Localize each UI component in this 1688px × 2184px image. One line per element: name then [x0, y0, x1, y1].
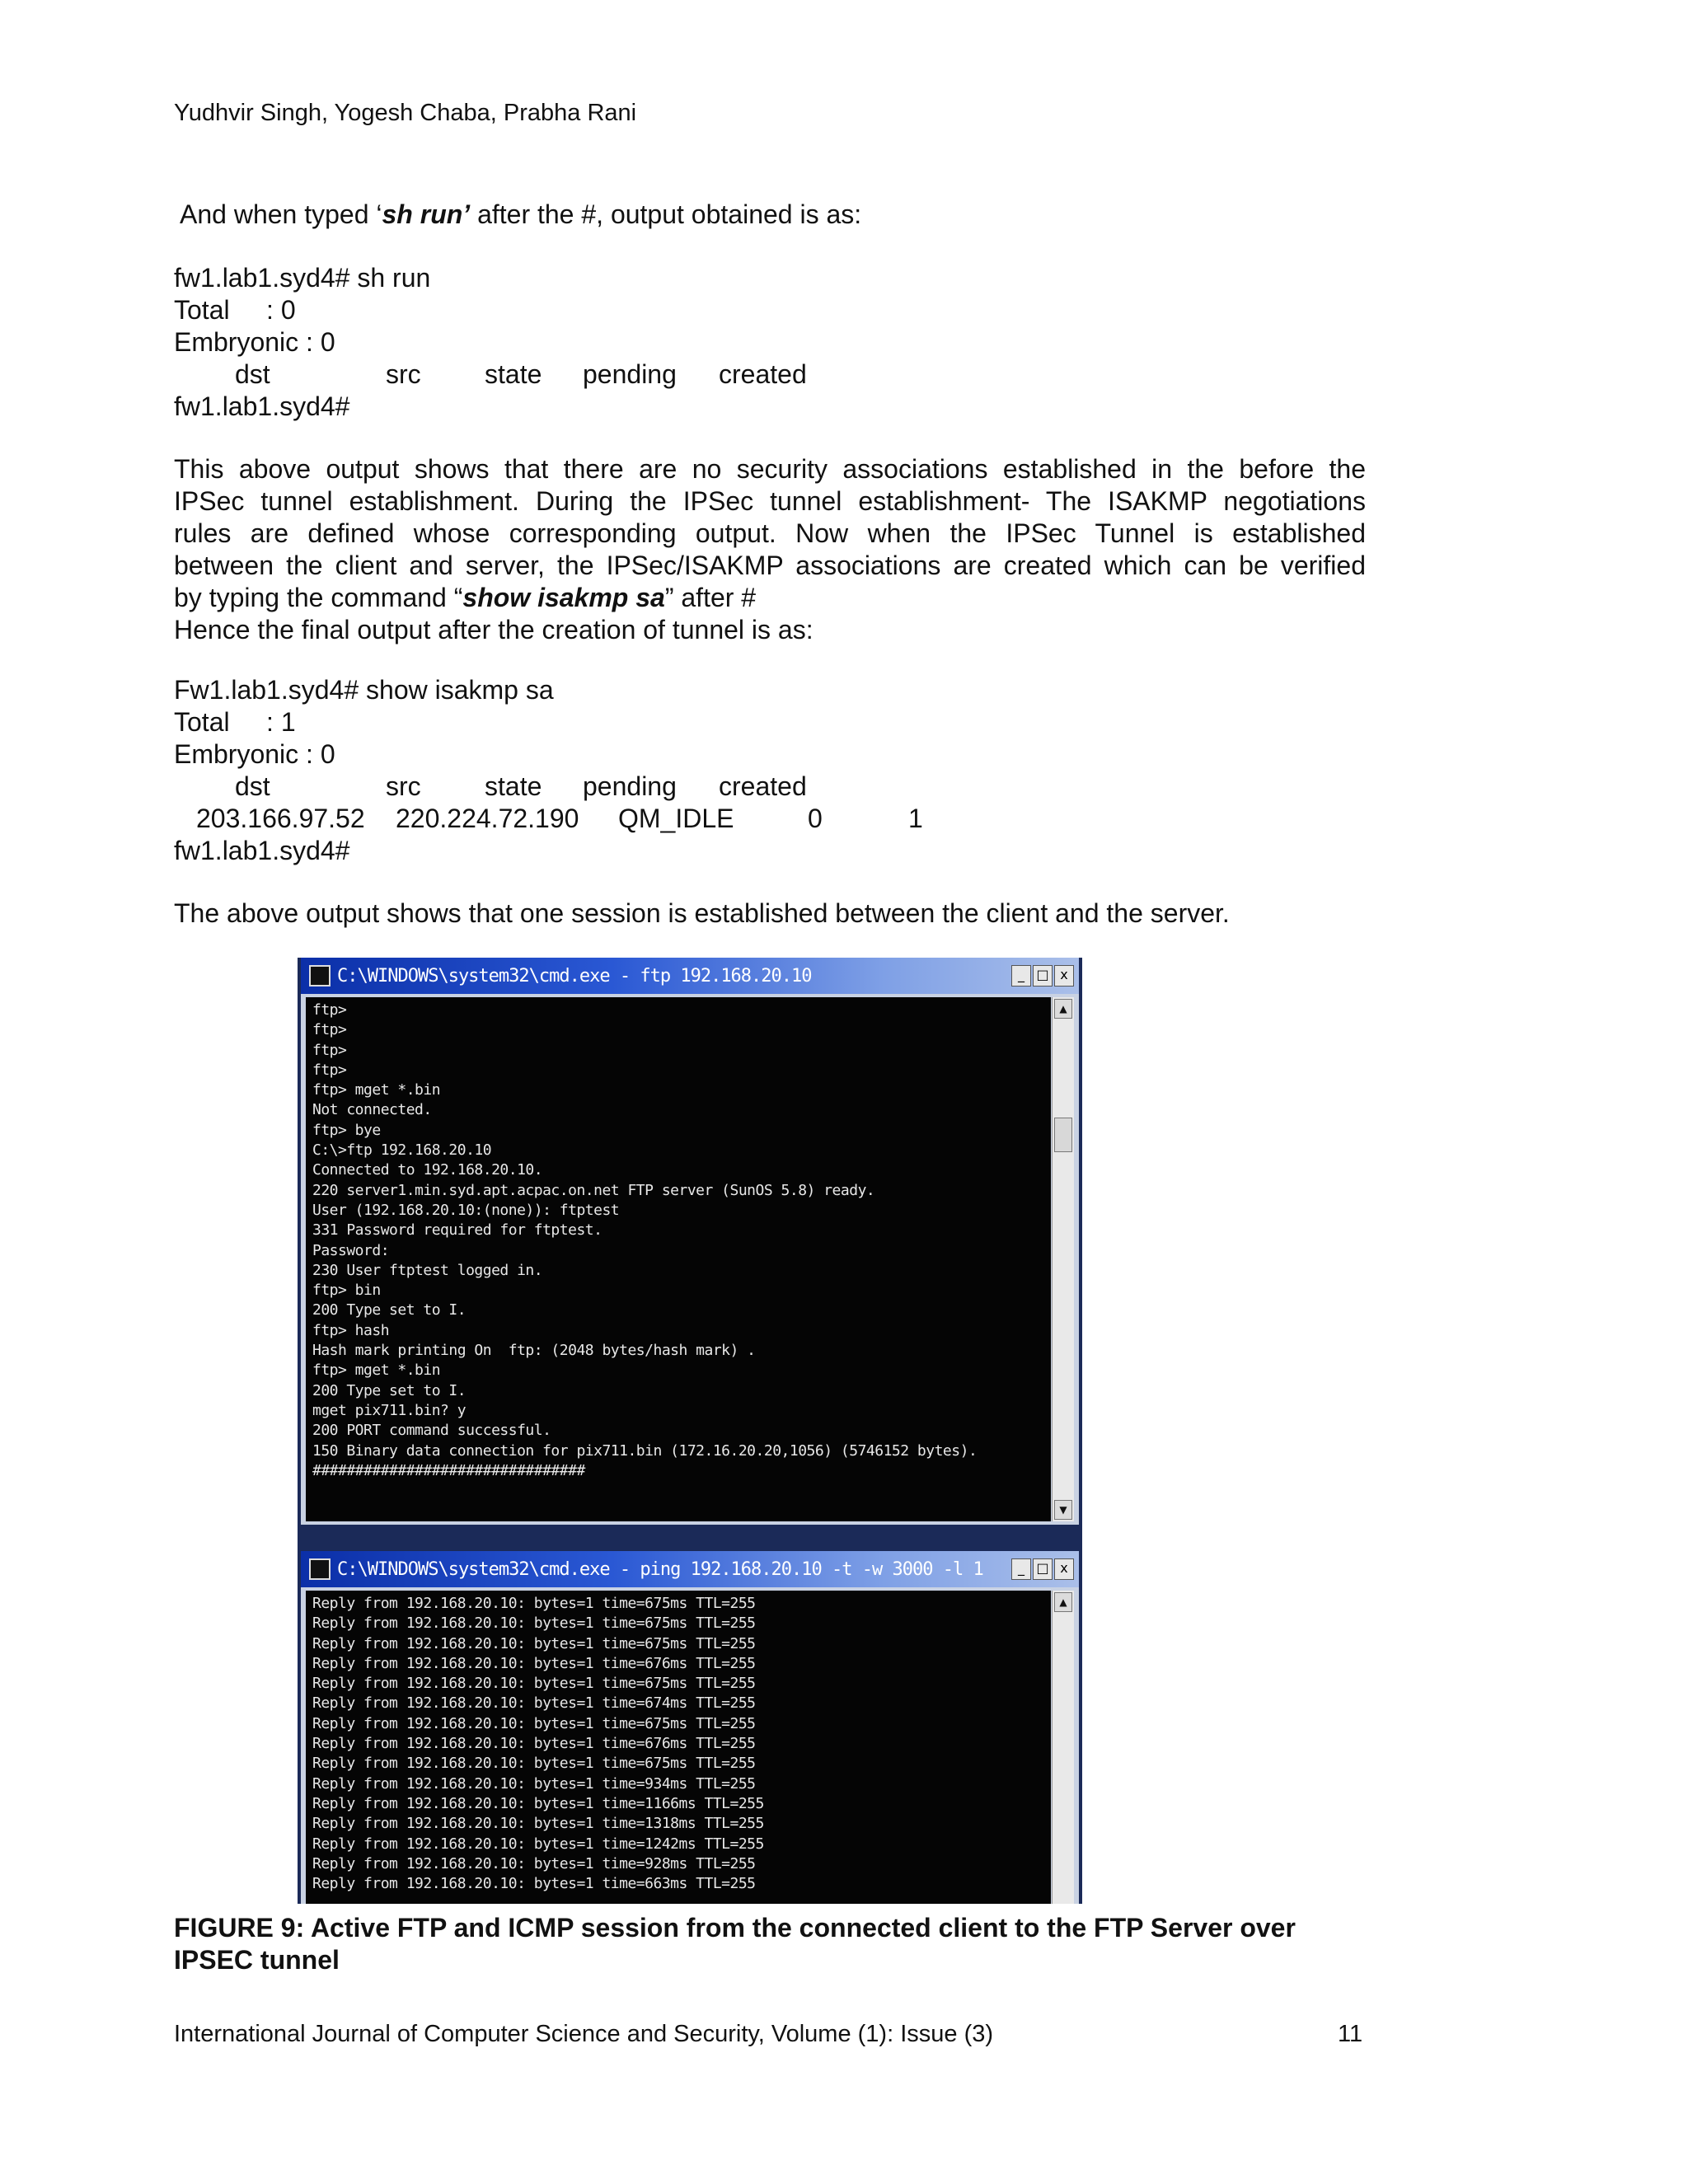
console-line: Password: [312, 1241, 390, 1259]
paragraph-1-line: IPSec tunnel establishment. During the IPSec tunnel establishment- The ISAKMP negotiations [174, 486, 1366, 516]
paragraph-2: The above output shows that one session is established between the client and the server. [174, 898, 1230, 928]
running-header: Yudhvir Singh, Yogesh Chaba, Prabha Rani [174, 100, 637, 126]
paragraph-1-line: This above output shows that there are no security associations established in the before the [174, 454, 1366, 484]
cmd-icon [309, 965, 331, 987]
paragraph-1-line: rules are defined whose corresponding output. Now when the IPSec Tunnel is established [174, 518, 1366, 548]
ping-scrollbar[interactable] [1052, 1591, 1074, 1904]
output2-embryonic: Embryonic : 0 [174, 739, 335, 769]
console-line: mget pix711.bin? y [312, 1401, 467, 1419]
console-line: 230 User ftptest logged in. [312, 1261, 543, 1279]
output2-row-src: 220.224.72.190 [396, 804, 579, 833]
output2-prompt: Fw1.lab1.syd4# show isakmp sa [174, 675, 554, 705]
ftp-window-titlebar [301, 958, 1079, 994]
console-line: 150 Binary data connection for pix711.bin (172.16.20.20,1056) (5746152 bytes). [312, 1441, 978, 1460]
ftp-scrollbar[interactable] [1052, 997, 1074, 1521]
console-line: C:\>ftp 192.168.20.10 [312, 1141, 492, 1160]
console-line: Connected to 192.168.20.10. [312, 1161, 543, 1179]
console-line: Reply from 192.168.20.10: bytes=1 time=934ms TTL=255 [312, 1774, 756, 1793]
console-line: Hash mark printing On ftp: (2048 bytes/hash mark) . [312, 1342, 756, 1360]
output1-col-pending: pending [583, 359, 677, 389]
footer-page-number: 11 [1338, 2021, 1363, 2047]
console-line: Reply from 192.168.20.10: bytes=1 time=675ms TTL=255 [312, 1714, 756, 1732]
console-line: Reply from 192.168.20.10: bytes=1 time=675ms TTL=255 [312, 1615, 756, 1633]
output2-row-pending: 0 [808, 804, 823, 833]
ping-window-titlebar [301, 1551, 1079, 1587]
console-line: Reply from 192.168.20.10: bytes=1 time=675ms TTL=255 [312, 1755, 756, 1773]
footer-journal: International Journal of Computer Science and Security, Volume (1): Issue (3) [174, 2021, 994, 2047]
console-line: Reply from 192.168.20.10: bytes=1 time=674ms TTL=255 [312, 1694, 756, 1713]
output2-total: Total : 1 [174, 707, 296, 737]
paragraph-1-last-pre: by typing the command “ [174, 583, 463, 612]
output2-col-dst: dst [235, 771, 270, 801]
intro-pre: And when typed ‘ [180, 199, 382, 229]
console-line: ftp> [312, 1001, 347, 1019]
output1-total: Total : 0 [174, 295, 296, 325]
console-line: Reply from 192.168.20.10: bytes=1 time=675ms TTL=255 [312, 1634, 756, 1652]
output1-col-src: src [386, 359, 421, 389]
minimize-button[interactable]: _ [1011, 1558, 1031, 1580]
console-line: 200 Type set to I. [312, 1381, 467, 1399]
ftp-window-controls [1011, 965, 1074, 987]
ftp-window-title: C:\WINDOWS\system32\cmd.exe - ftp 192.168.20.10 [337, 965, 812, 987]
intro-sentence [180, 199, 861, 231]
intro-command: sh run’ [382, 199, 471, 229]
ftp-console-window [301, 958, 1079, 1525]
output1-embryonic: Embryonic : 0 [174, 327, 335, 357]
console-line: Reply from 192.168.20.10: bytes=1 time=676ms TTL=255 [312, 1654, 756, 1672]
console-line: ftp> [312, 1041, 347, 1059]
output2-end-prompt: fw1.lab1.syd4# [174, 836, 350, 865]
ping-console-window [301, 1551, 1079, 1904]
paragraph-1-hence: Hence the final output after the creation of tunnel is as: [174, 615, 814, 644]
close-button[interactable]: x [1054, 965, 1074, 987]
console-line: Reply from 192.168.20.10: bytes=1 time=928ms TTL=255 [312, 1854, 756, 1872]
output2-col-state: state [485, 771, 542, 801]
minimize-button[interactable]: _ [1011, 965, 1031, 987]
cmd-icon [309, 1558, 331, 1580]
console-line: ################################ [312, 1461, 585, 1479]
console-line: User (192.168.20.10:(none)): ftptest [312, 1201, 620, 1219]
output2-col-pending: pending [583, 771, 677, 801]
output2-row-state: QM_IDLE [618, 804, 734, 833]
console-line: Reply from 192.168.20.10: bytes=1 time=1318ms TTL=255 [312, 1815, 764, 1833]
paragraph-1-command: show isakmp sa [462, 583, 665, 612]
maximize-button[interactable]: □ [1033, 965, 1053, 987]
console-line: 331 Password required for ftptest. [312, 1221, 603, 1240]
console-line: Reply from 192.168.20.10: bytes=1 time=1242ms TTL=255 [312, 1835, 764, 1853]
paragraph-1-last-post: ” after # [664, 583, 757, 612]
console-line: ftp> [312, 1021, 347, 1039]
console-line: ftp> bin [312, 1282, 381, 1300]
output1-col-created: created [719, 359, 807, 389]
console-line: ftp> mget *.bin [312, 1361, 441, 1380]
paragraph-1 [174, 453, 1366, 646]
console-line: Not connected. [312, 1101, 432, 1119]
figure-caption: FIGURE 9: Active FTP and ICMP session from the connected client to the FTP Server over IPSEC tunnel [174, 1913, 1296, 1975]
console-line: Reply from 192.168.20.10: bytes=1 time=675ms TTL=255 [312, 1595, 756, 1612]
console-line: ftp> [312, 1061, 347, 1079]
intro-post: after the #, output obtained is as: [470, 199, 862, 229]
maximize-button[interactable]: □ [1033, 1558, 1053, 1580]
console-line: Reply from 192.168.20.10: bytes=1 time=675ms TTL=255 [312, 1675, 756, 1693]
console-line: Reply from 192.168.20.10: bytes=1 time=663ms TTL=255 [312, 1875, 756, 1893]
scroll-up-icon[interactable]: ▲ [1054, 999, 1072, 1019]
output2-col-src: src [386, 771, 421, 801]
ping-console-output[interactable] [306, 1591, 1051, 1904]
ping-window-title: C:\WINDOWS\system32\cmd.exe - ping 192.168.20.10 -t -w 3000 -l 1 [337, 1558, 983, 1580]
output2-col-created: created [719, 771, 807, 801]
ftp-console-output[interactable] [306, 997, 1051, 1521]
ping-window-controls [1011, 1558, 1074, 1580]
output1-end-prompt: fw1.lab1.syd4# [174, 391, 350, 421]
console-line: ftp> hash [312, 1321, 390, 1339]
console-line: Reply from 192.168.20.10: bytes=1 time=1166ms TTL=255 [312, 1794, 764, 1812]
scroll-down-icon[interactable]: ▼ [1054, 1500, 1072, 1520]
close-button[interactable]: x [1054, 1558, 1074, 1580]
scroll-up-icon[interactable]: ▲ [1054, 1592, 1072, 1612]
output1-col-state: state [485, 359, 542, 389]
output2-row-created: 1 [908, 804, 923, 833]
output1-col-dst: dst [235, 359, 270, 389]
console-line: ftp> mget *.bin [312, 1081, 441, 1099]
output1-prompt: fw1.lab1.syd4# sh run [174, 263, 431, 293]
console-line: 200 PORT command successful. [312, 1422, 551, 1440]
paragraph-1-line: between the client and server, the IPSec/ISAKMP associations are created which can be verified [174, 551, 1366, 580]
paragraph-1-last-line [174, 582, 1366, 614]
output2-row-dst: 203.166.97.52 [196, 804, 365, 833]
console-line: 200 Type set to I. [312, 1301, 467, 1319]
console-line: Reply from 192.168.20.10: bytes=1 time=676ms TTL=255 [312, 1735, 756, 1753]
scroll-thumb[interactable] [1054, 1118, 1072, 1152]
figure-screenshot [298, 958, 1082, 1904]
console-line: 220 server1.min.syd.apt.acpac.on.net FTP server (SunOS 5.8) ready. [312, 1181, 875, 1199]
console-line: ftp> bye [312, 1121, 381, 1139]
